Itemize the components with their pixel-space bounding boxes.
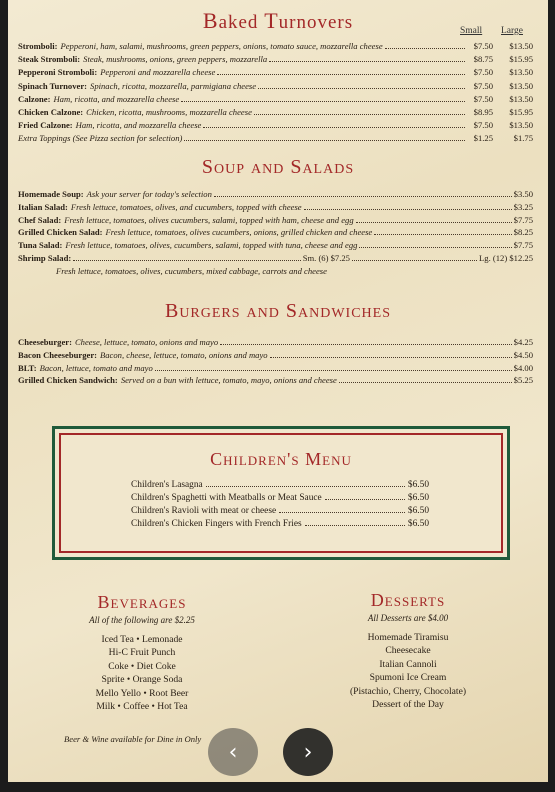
leader-dots bbox=[220, 344, 512, 345]
dessert-line: Dessert of the Day bbox=[372, 699, 444, 711]
item-price-small: Sm. (6) $7.25 bbox=[302, 253, 350, 263]
leader-dots bbox=[258, 88, 465, 89]
kids-item-row bbox=[131, 492, 429, 505]
beverage-line: Sprite • Orange Soda bbox=[101, 674, 183, 686]
childrens-menu-box bbox=[52, 426, 510, 560]
item-price: $3.25 bbox=[513, 201, 533, 212]
title-cap: B bbox=[202, 8, 219, 33]
item-desc: Fresh lettuce, tomatoes, olives cucumbers, salami, topped with ham, cheese and egg bbox=[64, 214, 354, 225]
item-desc: Fresh lettuce, tomatoes, olives, and cucumbers, topped with cheese bbox=[70, 201, 302, 212]
item-name: Children's Lasagna bbox=[131, 480, 203, 490]
leader-dots bbox=[214, 196, 512, 197]
large-column-header: Large bbox=[501, 26, 523, 36]
item-price: $7.75 bbox=[513, 214, 533, 225]
item-name: Pepperoni Stromboli: bbox=[18, 67, 98, 78]
desserts-section bbox=[318, 590, 498, 711]
leader-dots bbox=[305, 525, 405, 526]
dessert-line: Italian Cannoli bbox=[379, 658, 437, 670]
desserts-subtitle: All Desserts are $4.00 bbox=[367, 613, 449, 623]
item-name: Bacon Cheeseburger: bbox=[18, 349, 98, 360]
dessert-line: Homemade Tiramisu bbox=[367, 632, 449, 643]
item-price: $4.25 bbox=[513, 337, 533, 347]
leader-dots bbox=[269, 61, 465, 62]
dessert-line: Cheesecake bbox=[385, 645, 431, 657]
item-price: $6.50 bbox=[407, 493, 429, 503]
menu-item-row bbox=[18, 374, 533, 387]
beverages-subtitle: All of the following are $2.25 bbox=[89, 615, 195, 625]
leader-dots bbox=[352, 260, 477, 261]
item-desc: Bacon, cheese, lettuce, tomato, onions and mayo bbox=[100, 349, 268, 360]
menu-item-row bbox=[18, 349, 533, 362]
leader-dots bbox=[279, 512, 405, 513]
item-price: $6.50 bbox=[407, 519, 429, 529]
menu-item-row bbox=[18, 119, 533, 132]
item-desc: Fresh lettuce, tomatoes, olives cucumbers, onions, grilled chicken and cheese bbox=[105, 227, 373, 238]
item-desc: Pepperoni and mozzarella cheese bbox=[100, 67, 216, 78]
childrens-menu-title: Children's Menu bbox=[210, 449, 352, 469]
leader-dots bbox=[270, 357, 512, 358]
item-name: Stromboli: bbox=[18, 41, 58, 51]
previous-image-button[interactable] bbox=[208, 728, 258, 776]
leader-dots bbox=[304, 209, 512, 210]
menu-item-row bbox=[18, 201, 533, 214]
beverage-line: Hi-C Fruit Punch bbox=[108, 647, 176, 659]
item-name: Grilled Chicken Sandwich: bbox=[18, 375, 118, 386]
item-price-large: $13.50 bbox=[509, 93, 533, 104]
item-price-small: $8.75 bbox=[473, 54, 493, 65]
menu-item-row bbox=[18, 106, 533, 119]
leader-dots bbox=[155, 370, 512, 371]
item-desc: Extra Toppings (See Pizza section for selection) bbox=[18, 133, 183, 144]
item-price-large: Lg. (12) $12.25 bbox=[479, 253, 533, 263]
item-price-large: $13.50 bbox=[509, 80, 533, 91]
bottom-strip bbox=[0, 782, 555, 792]
item-name: BLT: bbox=[18, 362, 37, 373]
kids-item-row bbox=[131, 518, 429, 531]
burgers-title: Burgers and Sandwiches bbox=[164, 300, 392, 322]
item-price-small: $7.50 bbox=[473, 67, 493, 78]
item-name: Steak Stromboli: bbox=[18, 54, 81, 65]
item-price: $7.75 bbox=[513, 240, 533, 251]
chevron-right-icon: › bbox=[303, 739, 313, 765]
leader-dots bbox=[374, 234, 511, 235]
item-price-large: $15.95 bbox=[509, 54, 533, 65]
item-price-large: $1.75 bbox=[513, 133, 533, 144]
shrimp-salad-desc: Fresh lettuce, tomatoes, olives, cucumbers, mixed cabbage, carrots and cheese bbox=[56, 266, 327, 276]
item-desc: Chicken, ricotta, mushrooms, mozzarella cheese bbox=[86, 107, 252, 117]
small-column-header: Small bbox=[460, 26, 483, 36]
menu-item-row bbox=[18, 226, 533, 239]
leader-dots bbox=[73, 260, 300, 261]
menu-item-row bbox=[18, 80, 533, 93]
menu-item-row bbox=[18, 214, 533, 227]
item-desc: Ask your server for today's selection bbox=[86, 189, 212, 199]
soup-salads-title: Soup and Salads bbox=[201, 156, 355, 178]
leader-dots bbox=[359, 247, 511, 248]
kids-item-row bbox=[131, 505, 429, 518]
item-price-small: $7.50 bbox=[473, 120, 493, 131]
item-desc: Spinach, ricotta, mozzarella, parmigiana cheese bbox=[90, 80, 257, 91]
item-price-small: $7.50 bbox=[473, 80, 493, 91]
leader-dots bbox=[339, 382, 512, 383]
menu-item-row bbox=[18, 132, 533, 145]
leader-dots bbox=[325, 499, 405, 500]
item-price: $4.50 bbox=[513, 349, 533, 360]
item-price: $5.25 bbox=[513, 375, 533, 386]
item-price-small: $7.50 bbox=[473, 41, 493, 51]
shrimp-salad-row bbox=[18, 252, 533, 265]
item-price-small: $7.50 bbox=[473, 93, 493, 104]
chevron-left-icon: ‹ bbox=[228, 739, 238, 765]
item-price: $8.25 bbox=[513, 227, 533, 238]
menu-item-row bbox=[18, 93, 533, 106]
leader-dots bbox=[254, 114, 465, 115]
item-price-large: $13.50 bbox=[509, 41, 533, 51]
next-image-button[interactable] bbox=[283, 728, 333, 776]
item-desc: Ham, ricotta, and mozzarella cheese bbox=[53, 93, 180, 104]
beverage-line: Milk • Coffee • Hot Tea bbox=[96, 701, 188, 713]
leader-dots bbox=[184, 140, 465, 141]
title-cap: T bbox=[264, 8, 279, 33]
menu-item-row bbox=[18, 239, 533, 252]
beverages-section bbox=[52, 592, 232, 713]
item-name: Shrimp Salad: bbox=[18, 253, 72, 263]
leader-dots bbox=[206, 486, 405, 487]
item-name: Tuna Salad: bbox=[18, 240, 63, 251]
item-price: $4.00 bbox=[513, 362, 533, 373]
item-price-large: $13.50 bbox=[509, 67, 533, 78]
title-rest: urnovers bbox=[278, 12, 354, 33]
menu-item-row bbox=[18, 53, 533, 66]
item-name: Cheeseburger: bbox=[18, 337, 72, 347]
item-name: Children's Chicken Fingers with French Fries bbox=[131, 519, 302, 529]
item-price: $6.50 bbox=[407, 480, 429, 490]
item-name: Grilled Chicken Salad: bbox=[18, 227, 103, 238]
item-name: Fried Calzone: bbox=[18, 120, 73, 131]
item-desc: Ham, ricotta, and mozzarella cheese bbox=[75, 120, 202, 131]
item-price: $3.50 bbox=[513, 189, 533, 199]
item-desc: Pepperoni, ham, salami, mushrooms, green peppers, onions, tomato sauce, mozzarella cheese bbox=[60, 41, 383, 51]
item-price-small: $8.95 bbox=[473, 107, 493, 117]
beer-wine-note: Beer & Wine available for Dine in Only bbox=[64, 734, 202, 744]
item-desc: Cheese, lettuce, tomato, onions and mayo bbox=[74, 337, 219, 347]
item-price: $6.50 bbox=[407, 506, 429, 516]
leader-dots bbox=[181, 101, 465, 102]
desserts-title: Desserts bbox=[370, 590, 446, 610]
leader-dots bbox=[217, 74, 465, 75]
dessert-line: (Pistachio, Cherry, Chocolate) bbox=[349, 685, 467, 697]
menu-item-row bbox=[18, 66, 533, 79]
item-price-large: $13.50 bbox=[509, 120, 533, 131]
item-name: Spinach Turnover: bbox=[18, 80, 88, 91]
beverage-line: Mello Yello • Root Beer bbox=[95, 687, 189, 699]
item-price-small: $1.25 bbox=[473, 133, 493, 144]
item-name: Calzone: bbox=[18, 93, 51, 104]
beverage-line: Coke • Diet Coke bbox=[108, 660, 176, 672]
item-name: Homemade Soup: bbox=[18, 189, 84, 199]
kids-item-row bbox=[131, 479, 429, 492]
leader-dots bbox=[385, 48, 465, 49]
item-name: Chef Salad: bbox=[18, 214, 62, 225]
item-desc: Served on a bun with lettuce, tomato, mayo, onions and cheese bbox=[120, 375, 337, 386]
item-name: Children's Ravioli with meat or cheese bbox=[131, 506, 277, 516]
menu-page bbox=[8, 0, 548, 792]
beverage-line: Iced Tea • Lemonade bbox=[101, 634, 183, 645]
item-desc: Steak, mushrooms, onions, green peppers, mozzarella bbox=[83, 54, 268, 65]
leader-dots bbox=[203, 127, 465, 128]
menu-item-row bbox=[18, 336, 533, 349]
item-desc: Fresh lettuce, tomatoes, olives, cucumbers, salami, topped with tuna, cheese and egg bbox=[65, 240, 358, 251]
beverages-title: Beverages bbox=[97, 592, 187, 612]
item-price-large: $15.95 bbox=[509, 107, 533, 117]
menu-item-row bbox=[18, 40, 533, 53]
item-desc: Bacon, lettuce, tomato and mayo bbox=[39, 362, 153, 373]
dessert-line: Spumoni Ice Cream bbox=[369, 672, 447, 684]
menu-item-row bbox=[18, 188, 533, 201]
item-name: Children's Spaghetti with Meatballs or Meat Sauce bbox=[131, 493, 322, 503]
item-name: Italian Salad: bbox=[18, 201, 68, 212]
menu-item-row bbox=[18, 362, 533, 375]
item-name: Chicken Calzone: bbox=[18, 107, 84, 117]
title-rest: aked bbox=[218, 12, 265, 33]
leader-dots bbox=[356, 222, 512, 223]
